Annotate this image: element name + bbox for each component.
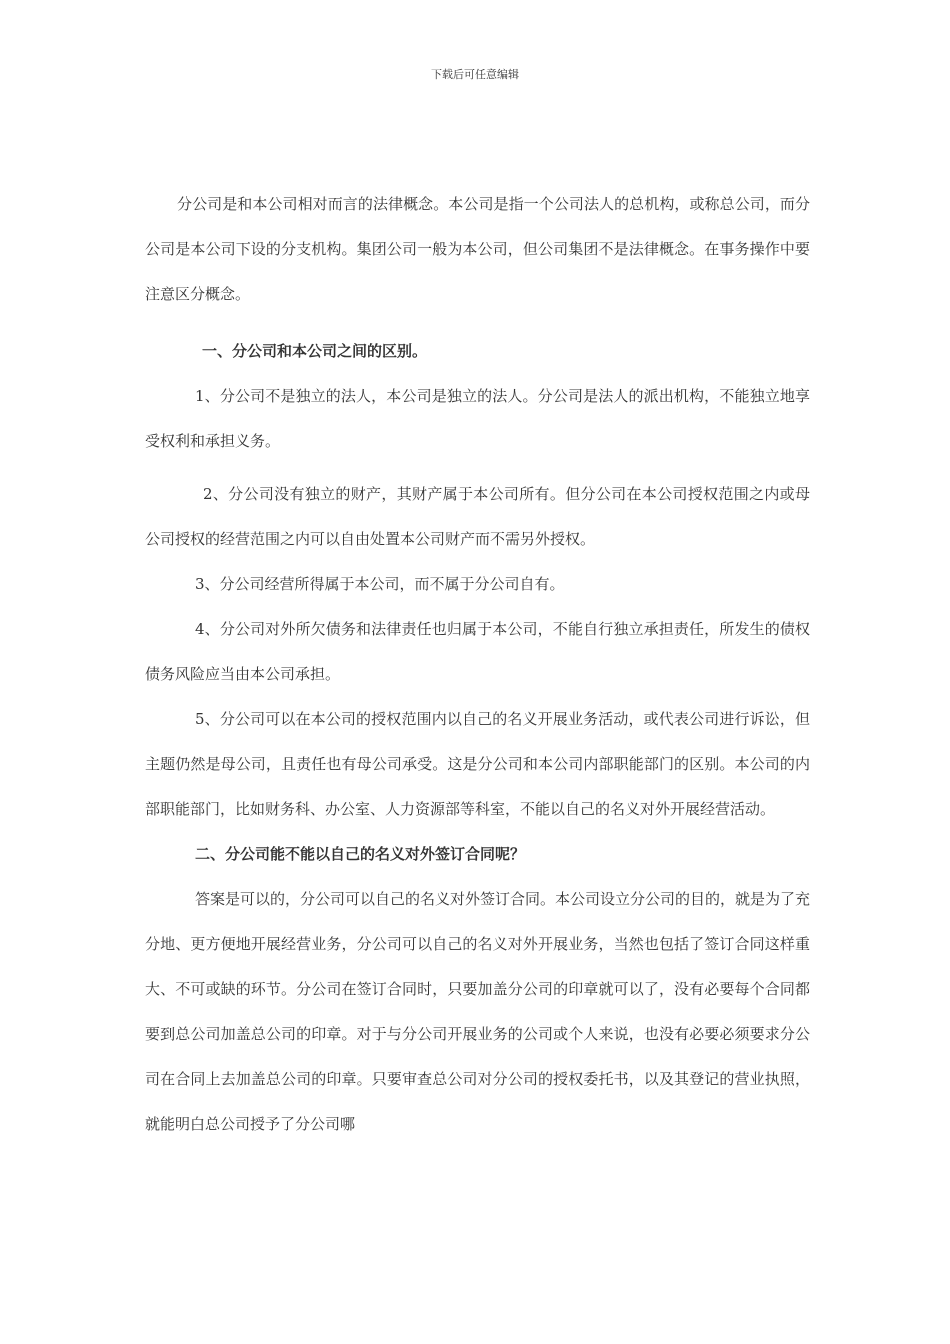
list-item: 1、分公司不是独立的法人，本公司是独立的法人。分公司是法人的派出机构，不能独立地享受权利和承担义务。 (145, 387, 810, 450)
list-item: 5、分公司可以在本公司的授权范围内以自己的名义开展业务活动，或代表公司进行诉讼，但主题仍然是母公司，且责任也有母公司承受。这是分公司和本公司内部职能部门的区别。本公司的内部职能部门，比如财务科、办公室、人力资源部等科室，不能以自己的名义对外开展经营活动。 (145, 710, 810, 818)
document-body (145, 182, 810, 1147)
intro-paragraph: 分公司是和本公司相对而言的法律概念。本公司是指一个公司法人的总机构，或称总公司，而分公司是本公司下设的分支机构。集团公司一般为本公司，但公司集团不是法律概念。在事务操作中要注意区分概念。 (145, 195, 810, 303)
answer-paragraph: 答案是可以的，分公司可以自己的名义对外签订合同。本公司设立分公司的目的，就是为了充分地、更方便地开展经营业务，分公司可以自己的名义对外开展业务，当然也包括了签订合同这样重大、不可或缺的环节。分公司在签订合同时，只要加盖分公司的印章就可以了，没有必要每个合同都要到总公司加盖总公司的印章。对于与分公司开展业务的公司或个人来说，也没有必要必须要求分公司在合同上去加盖总公司的印章。只要审查总公司对分公司的授权委托书，以及其登记的营业执照，就能明白总公司授予了分公司哪 (145, 890, 811, 1133)
list-item: 4、分公司对外所欠债务和法律责任也归属于本公司，不能自行独立承担责任，所发生的债权债务风险应当由本公司承担。 (145, 620, 810, 683)
page-header: 下载后可任意编辑 (431, 68, 519, 81)
section-2-heading: 二、分公司能不能以自己的名义对外签订合同呢？ (195, 845, 526, 863)
section-1-heading: 一、分公司和本公司之间的区别。 (202, 342, 428, 360)
list-item: 2、分公司没有独立的财产，其财产属于本公司所有。但分公司在本公司授权范围之内或母公司授权的经营范围之内可以自由处置本公司财产而不需另外授权。 (145, 485, 810, 548)
list-item: 3、分公司经营所得属于本公司，而不属于分公司自有。 (195, 575, 565, 593)
